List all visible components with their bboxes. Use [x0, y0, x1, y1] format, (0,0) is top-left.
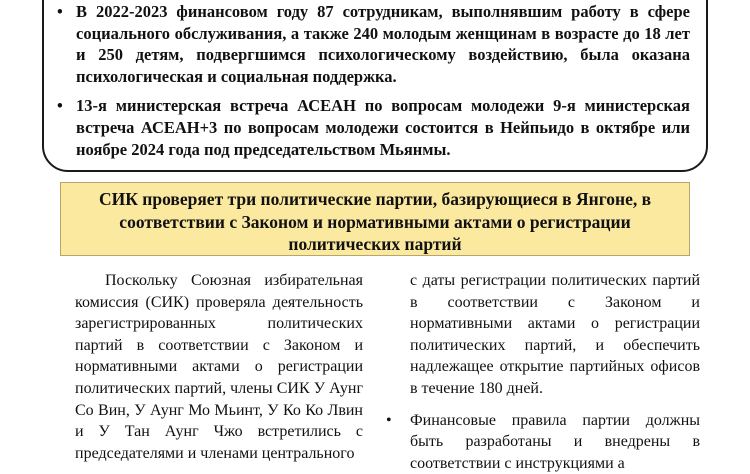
article-headline: СИК проверяет три политические партии, базирующиеся в Янгоне, в соответствии с Законом и нормативными актами о регистрации политических партий: [98, 189, 652, 254]
left-column: [75, 270, 363, 464]
right-bullet-text: Финансовые правила партии должны быть разработаны и внедрены в соответствии с инструкциями а: [410, 411, 700, 472]
right-continuation-paragraph: с даты регистрации политических партий в соответствии с Законом и нормативными актами о регистрации политических партий, и обеспечить надлежащее открытие партийных офисов в течение 180 дней.: [410, 272, 700, 397]
headline-banner: [60, 182, 690, 256]
right-column: [386, 270, 700, 474]
highlight-bullet-text: 13-я министерская встреча АСЕАН по вопросам молодежи 9-я министерская встреча АСЕАН+3 по вопросам молодежи состоится в Нейпьидо в октябре или ноябре 2024 года под председательством Мьянмы.: [76, 96, 690, 159]
bullet-icon: •: [57, 96, 63, 116]
highlight-bullet-text: В 2022-2023 финансовом году 87 сотрудникам, выполнявшим работу в сфере социального обслуживания, а также 240 молодым женщинам в возрасте до 18 лет и 250 детям, подвергшимся психологическому воздействию, была оказана психологическая и социальная поддержка.: [76, 2, 690, 86]
bullet-icon: •: [386, 411, 392, 429]
right-bullet-item: [386, 410, 700, 474]
bullet-icon: •: [57, 2, 63, 21]
highlight-bullet-item: [58, 95, 690, 160]
highlight-bullet-item: [58, 1, 690, 87]
left-paragraph: Поскольку Союзная избирательная комиссия (СИК) проверяла деятельность зарегистрированных политических партий в соответствии с Законом и нормативными актами о регистрации политических партий, члены СИК У Аунг Со Вин, У Аунг Мо Мьинт, У Ко Ко Лвин и У Тан Аунг Чжо встретились с председателями и членами центрального: [75, 272, 363, 462]
highlight-bullet-list: [58, 1, 690, 168]
